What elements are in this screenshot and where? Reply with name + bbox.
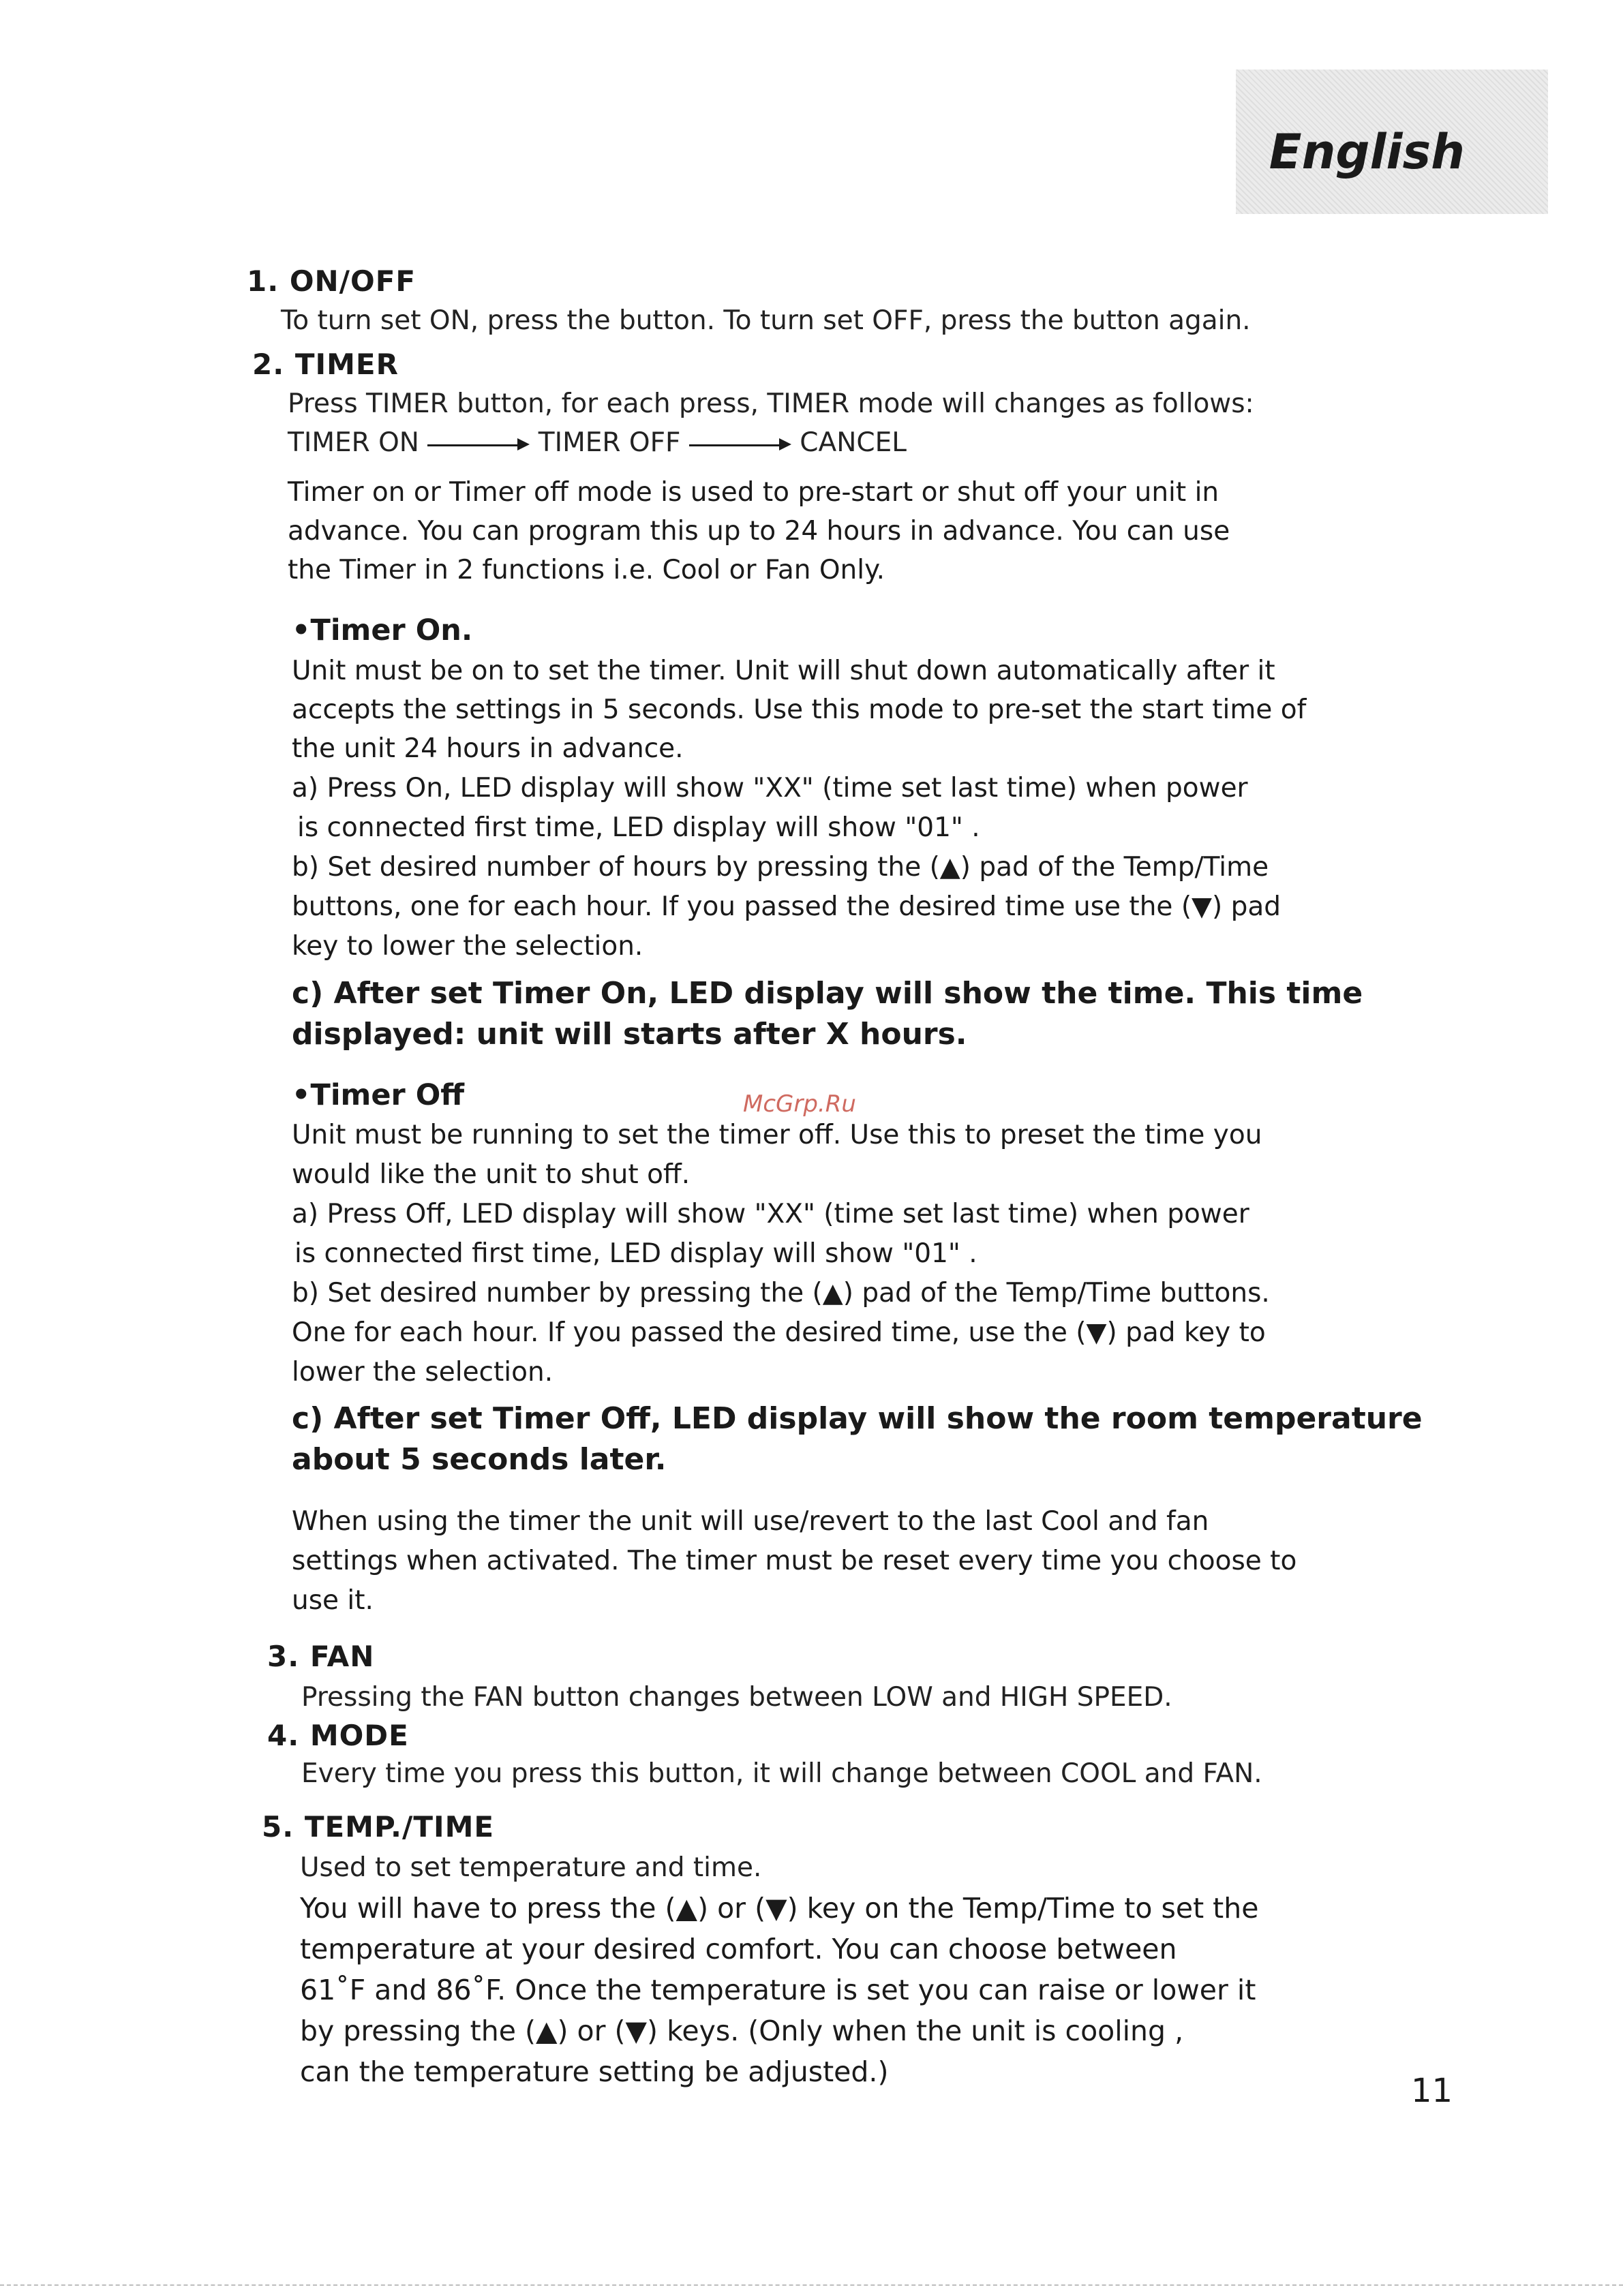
section-heading-on-off <box>247 264 416 298</box>
footer-divider <box>0 2284 1623 2286</box>
timer-on-line: key to lower the selection. <box>292 931 643 962</box>
timer-off-line: Unit must be running to set the timer off. Use this to preset the time you <box>292 1120 1262 1150</box>
temp-time-body: Used to set temperature and time. <box>300 1852 762 1883</box>
timer-on-title: •Timer On. <box>292 613 473 647</box>
section-title: FAN <box>309 1640 375 1673</box>
timer-off-title: •Timer Off <box>292 1078 465 1112</box>
timer-off-bold-line: about 5 seconds later. <box>292 1442 667 1477</box>
section-heading-mode <box>267 1719 409 1752</box>
arrow-right-icon <box>427 431 530 458</box>
timer-off-line: would like the unit to shut off. <box>292 1159 691 1190</box>
section-title: TEMP./TIME <box>304 1810 495 1843</box>
timer-on-line: buttons, one for each hour. If you passed the desired time use the (▼) pad <box>292 891 1281 922</box>
timer-para-line: Timer on or Timer off mode is used to pre-start or shut off your unit in <box>288 477 1219 508</box>
section-number: 3. <box>267 1640 300 1673</box>
section-title: MODE <box>309 1719 409 1752</box>
timer-on-line: a) Press On, LED display will show "XX" (time set last time) when power <box>292 773 1248 803</box>
page-number: 11 <box>1411 2072 1453 2110</box>
timer-on-line: Unit must be on to set the timer. Unit will shut down automatically after it <box>292 656 1275 686</box>
timer-seq-step: TIMER OFF <box>538 427 681 458</box>
timer-off-line: One for each hour. If you passed the desired time, use the (▼) pad key to <box>292 1317 1266 1348</box>
arrow-right-icon <box>689 431 791 458</box>
temp-time-line: by pressing the (▲) or (▼) keys. (Only when the unit is cooling , <box>300 2015 1184 2047</box>
timer-on-line: accepts the settings in 5 seconds. Use this mode to pre-set the start time of <box>292 694 1307 725</box>
temp-time-line: can the temperature setting be adjusted.) <box>300 2055 889 2088</box>
timer-seq-step: TIMER ON <box>288 427 419 458</box>
temp-time-line: 61˚F and 86˚F. Once the temperature is set you can raise or lower it <box>300 1974 1256 2006</box>
temp-time-line: temperature at your desired comfort. You can choose between <box>300 1933 1177 1965</box>
section-title: ON/OFF <box>289 264 416 298</box>
language-label: English <box>1269 124 1465 180</box>
timer-off-line: lower the selection. <box>292 1357 553 1388</box>
timer-note-line: When using the timer the unit will use/revert to the last Cool and fan <box>292 1506 1209 1537</box>
section-heading-temp-time <box>262 1810 494 1843</box>
timer-seq-step: CANCEL <box>800 427 907 458</box>
timer-on-bold-line: displayed: unit will starts after X hours. <box>292 1017 967 1052</box>
timer-intro: Press TIMER button, for each press, TIMER mode will changes as follows: <box>288 388 1254 419</box>
on-off-body: To turn set ON, press the button. To turn set OFF, press the button again. <box>281 305 1251 336</box>
mode-body: Every time you press this button, it will change between COOL and FAN. <box>301 1758 1262 1789</box>
timer-off-bold-line: c) After set Timer Off, LED display will show the room temperature <box>292 1401 1423 1436</box>
fan-body: Pressing the FAN button changes between LOW and HIGH SPEED. <box>301 1682 1172 1713</box>
timer-off-line: b) Set desired number by pressing the (▲) pad of the Temp/Time buttons. <box>292 1278 1270 1308</box>
timer-para-line: the Timer in 2 functions i.e. Cool or Fan Only. <box>288 555 885 585</box>
timer-on-line: is connected first time, LED display will show "01" . <box>297 812 980 843</box>
section-number: 1. <box>247 264 279 298</box>
temp-time-line: You will have to press the (▲) or (▼) key on the Temp/Time to set the <box>300 1892 1259 1925</box>
section-number: 5. <box>262 1810 294 1843</box>
timer-note-line: use it. <box>292 1585 374 1616</box>
timer-note-line: settings when activated. The timer must be reset every time you choose to <box>292 1546 1297 1576</box>
section-number: 2. <box>252 348 285 381</box>
timer-sequence <box>288 427 907 458</box>
language-tab <box>1236 70 1548 214</box>
timer-off-line: is connected first time, LED display will show "01" . <box>294 1238 977 1269</box>
timer-on-line: b) Set desired number of hours by pressing the (▲) pad of the Temp/Time <box>292 852 1269 883</box>
section-heading-fan <box>267 1640 374 1673</box>
watermark: McGrp.Ru <box>743 1090 856 1118</box>
timer-on-line: the unit 24 hours in advance. <box>292 733 684 764</box>
timer-on-bold-line: c) After set Timer On, LED display will show the time. This time <box>292 976 1363 1011</box>
section-heading-timer <box>252 348 399 381</box>
section-number: 4. <box>267 1719 300 1752</box>
section-title: TIMER <box>294 348 399 381</box>
timer-para-line: advance. You can program this up to 24 hours in advance. You can use <box>288 516 1230 547</box>
timer-off-line: a) Press Off, LED display will show "XX" (time set last time) when power <box>292 1199 1249 1229</box>
